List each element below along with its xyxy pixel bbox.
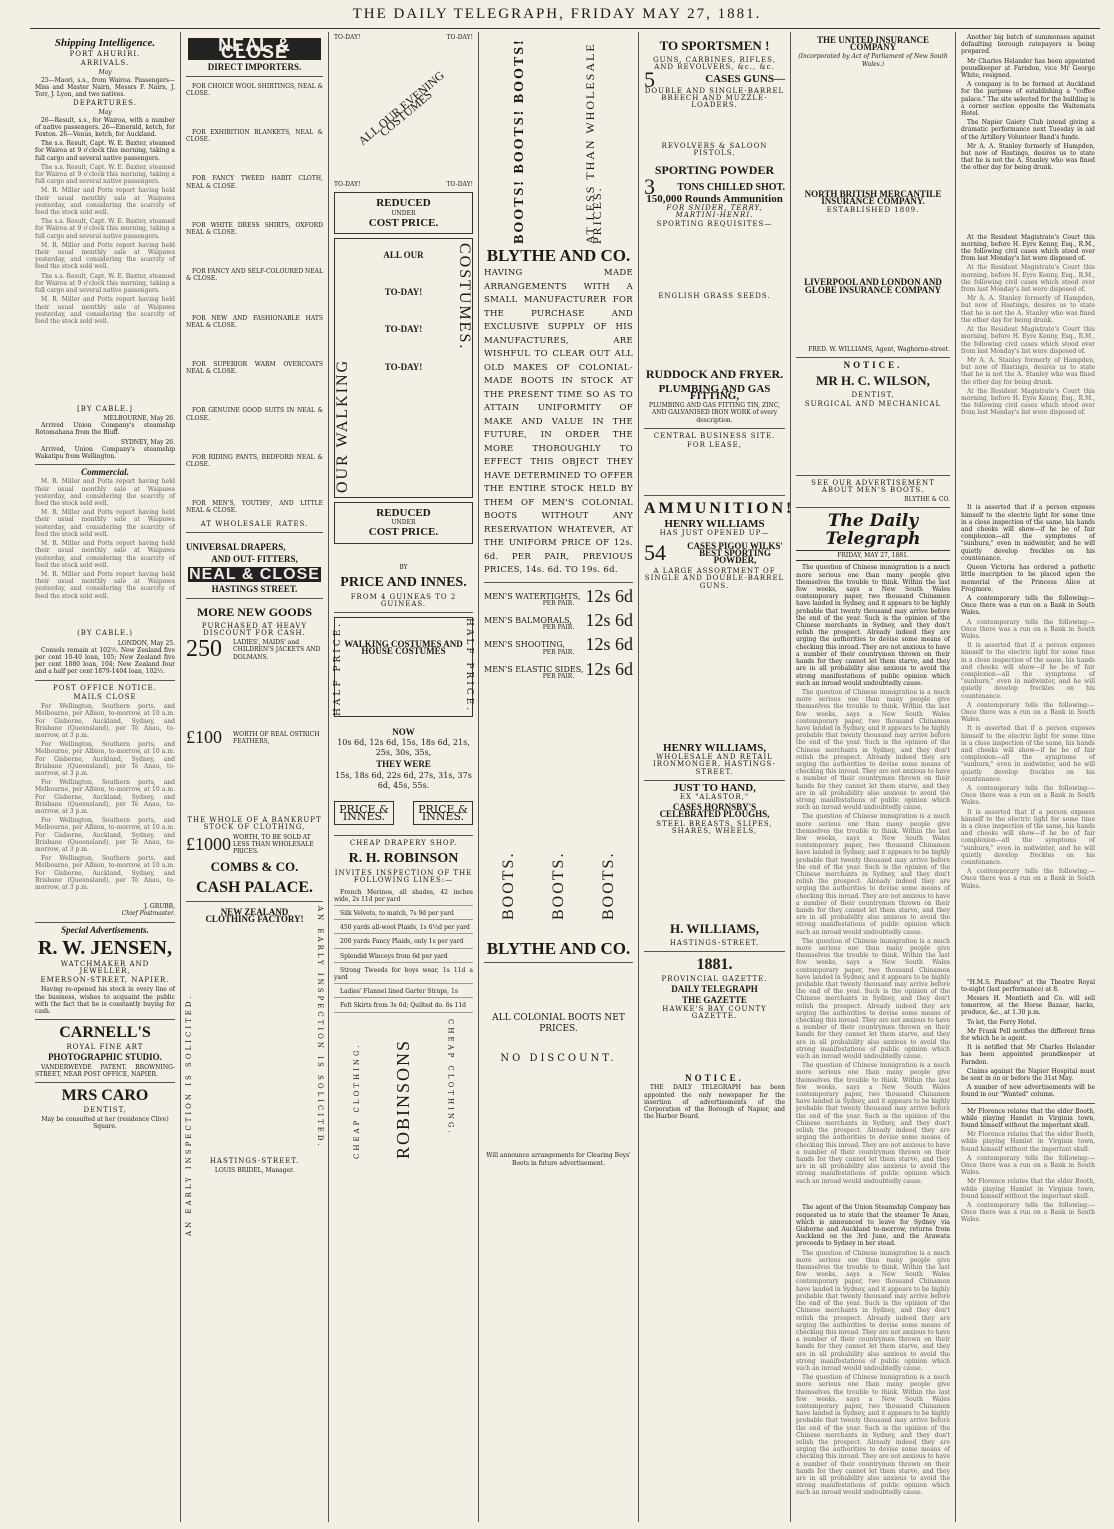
wilson-name: MR H. C. WILSON, <box>816 373 930 389</box>
hw-street: HASTINGS-STREET. <box>669 938 760 947</box>
steel-breasts: STEEL BREASTS, SLIPES, SHARES, WHEELS, <box>656 819 773 835</box>
robinson-line: Strong Tweeds for boys wear, 1s 11d a yard <box>334 965 473 984</box>
gun-assortment: A LARGE ASSORTMENT OF SINGLE AND DOUBLE-BARREL GUNS. <box>644 567 785 590</box>
rounds-ammunition: 150,000 Rounds Ammunition <box>646 192 783 205</box>
notice-wilson: NOTICE. <box>843 360 903 371</box>
sporting-powder: SPORTING POWDER <box>654 162 775 177</box>
union-steamship-note: The agent of the Union Steamship Company has requested us to state that the steamer Te Anau, which is announced to leave for Sydney via Gisborne and Auckland to-morrow, returns from Auckland on the 3rd June, and the Arawata proceeds to Sydney in her stead. <box>796 1204 950 1248</box>
caro-text: May be consulted at her (residence Clive) Square. <box>41 1116 169 1131</box>
boots-footer: Will announce arrangements for Clearing Boys' Boots in future advertisement. <box>486 1152 631 1167</box>
feathers-price: £100 <box>186 727 222 748</box>
london-text: Consols remain at 102½. New Zealand five per cent 10-40 loan, 105; New Zealand five per cent 1880 loan, 104; New Zealand four and a half per cent 1879-1404 loan, 102½. <box>35 646 175 676</box>
now-prices: 10s 6d, 12s 6d, 15s, 18s 6d, 21s, 25s, 30s, 35s, <box>337 738 470 758</box>
carnell-text: VANDERWEYDE PATENT. BROWNING-STREET, NEAR POST OFFICE, NAPIER. <box>35 1063 175 1078</box>
ex-alastor: EX "ALASTOR," <box>679 792 750 801</box>
half-price-left: HALF PRICE. <box>333 621 343 717</box>
post-office-heading: POST OFFICE NOTICE. <box>52 683 158 692</box>
henry-williams: HENRY WILLIAMS <box>664 518 765 531</box>
cable-place: MELBOURNE, May 26. <box>103 415 175 423</box>
to-sportsmen: TO SPORTSMEN ! <box>659 38 770 53</box>
sporting-requisites: SPORTING REQUISITES— <box>656 220 773 229</box>
cable-heading: [BY CABLE.] <box>77 404 133 413</box>
blythe-and-co-2: BLYTHE AND CO. <box>486 939 631 959</box>
feathers-text: WORTH OF REAL OSTRICH FEATHERS, <box>233 730 320 745</box>
clothing-manager: LOUIS BRIDEL, Manager. <box>214 1166 295 1174</box>
port-heading: PORT AHURIRI. <box>69 50 141 58</box>
masthead: THE DAILY TELEGRAPH, FRIDAY MAY 27, 1881. <box>352 6 762 22</box>
neal-item: FOR NEW AND FASHIONABLE HATS NEAL & CLOSE. <box>186 314 323 329</box>
paper-title: The Daily Telegraph <box>825 511 921 550</box>
insurance-sub: (Incorporated by Act of Parliament of New South Wales.) <box>798 53 948 68</box>
notice-text: THE DAILY TELEGRAPH has been appointed the only newspaper for the insertion of advertisements of the Corporation of the Borough of Napier, and the Harbor Board. <box>644 1084 785 1121</box>
postmaster-title: Chief Postmaster. <box>121 910 175 918</box>
reduced-box: REDUCED UNDER COST PRICE. <box>334 192 473 234</box>
news-item: A contemporary tells the following:—Once there was a run on a Bank in South Wales. <box>961 594 1095 617</box>
ruddock-fryer: RUDDOCK AND FRYER. <box>645 366 784 381</box>
cable-place-2: SYDNEY, May 26. <box>120 438 175 446</box>
mails-close: MAILS CLOSE <box>73 692 137 701</box>
plumbing-text: PLUMBING AND GAS FITTING TIN, ZINC, AND GALVANISED IRON WORK of every description. <box>648 402 781 424</box>
jensen-text: Having re-opened his stock in every line of the business, wishes to acquaint the public with the fact that he is constantly buying for cash. <box>35 986 175 1015</box>
walking-house-costumes: WALKING COSTUMES AND HOUSE COSTUMES <box>344 639 463 657</box>
column-local-news: Another big batch of summonses against defaulting borough ratepayers is being prepared. Mr Charles Helander has been appointed poundkeeper at Farndon, vice Mr George White, resigned. A company is to be formed at Auckland for the purpose of establishing a "coffee palace." The site selected for the building is a corner section opposite the Waitemata Hotel. The Napier Gaiety Club intend giving a dramatic performance next Tuesday in aid of the Artillery Volunteer Band's funds. Mr A. A. Stanley formerly of Hampden, but now of Hastings, desires us to state that he is not the A. Stanley who was fined the other day for being drunk. At the Resident Magistrate's Court this morning, before H. Eyre Kenny, Esq., R.M., the following civil cases which stood over from last Monday's list were disposed of. At the Resident Magistrate's Court this morning, before H. Eyre Kenny, Esq., R.M., the following civil cases which stood over from last Monday's list were disposed of. Mr A. A. Stanley formerly of Hampden, but now of Hastings, desires us to state that he is not the A. Stanley who was fined the other day for being drunk. At the Resident Magistrate's Court this morning, before H. Eyre Kenny, Esq., R.M., the following civil cases which stood over from last Monday's list were disposed of. Mr A. A. Stanley formerly of Hampden, but now of Hastings, desires us to state that he is not the A. Stanley who was fined the other day for being drunk. At the Resident Magistrate's Court this morning, before H. Eyre Kenny, Esq., R.M., the following civil cases which stood over from last Monday's list were disposed of. It is asserted that if a person exposes himself to the electric light for some time in a close inspection of the same, his hands and cheeks will show—if he be of fair complexion—all the symptoms of "sunburn," even in midwinter, and he will quietly develop freckles on his countenance. Queen Victoria has ordered a pathetic little inscription to be placed upon the memorial of the Princess Alice at Frogmore. A contemporary tells the following:—Once there was a run on a Bank in South Wales. A contemporary tells the following:—Once there was a run on a Bank in South Wales. It is asserted that if a person exposes himself to the electric light for some time in a close inspection of the same, his hands and cheeks will show—if he be of fair complexion—all the symptoms of "sunburn," even in midwinter, and he will quietly develop freckles on his countenance. A contemporary tells the following:—Once there was a run on a Bank in South Wales. It is asserted that if a person exposes himself to the electric light for some time in a close inspection of the same, his hands and cheeks will show—if he be of fair complexion—all the symptoms of "sunburn," even in midwinter, and he will quietly develop freckles on his countenance. A contemporary tells the following:—Once there was a run on a Bank in South Wales. It is asserted that if a person exposes himself to the electric light for some time in a close inspection of the same, his hands and cheeks will show—if he be of fair complexion—all the symptoms of "sunburn," even in midwinter, and he will quietly develop freckles on his countenance. A contemporary tells the following:—Once there was a run on a Bank in South Wales. "H.M.S. Pinafore" at the Theatre Royal to-night (last performance) at 8. Messrs H. Montieth and Co. will sell tomorrow, at the Horse Bazaar, hacks, produce, &c., at 1.30 p.m. To let, the Ferry Hotel. Mr Frank Pell notifies the different firms for which he is agent. It is notified that Mr Charles Helander has been appointed poundkeeper at Farndon. Claims against the Napier Hospital must be sent in on or before the 31st May. A number of new advertisements will be found in our "Wanted" column. Mr Florence relates that the elder Booth, while playing Hamlet in Virginia town, found himself without the important skull. Mr Florence relates that the elder Booth, while playing Hamlet in Virginia town, found himself without the important skull. A contemporary tells the following:—Once there was a run on a Bank in South Wales. Mr Florence relates that the elder Booth, while playing Hamlet in Virginia town, found himself without the important skull. A contemporary tells the following:—Once there was a run on a Bank in South Wales. <box>955 32 1100 1522</box>
column-neal-close <box>180 32 328 1522</box>
cheap-clothing-left: CHEAP CLOTHING. <box>352 1042 361 1159</box>
news-item: Queen Victoria has ordered a pathetic little inscription to be placed upon the memorial of the Princess Alice at Frogmore. <box>961 564 1095 593</box>
neal-item: FOR GENUINE GOOD SUITS IN NEAL & CLOSE. <box>186 407 323 422</box>
news-item: Mr Charles Helander has been appointed poundkeeper at Farndon, vice Mr George White, resigned. <box>961 57 1095 80</box>
guns-carbines: GUNS, CARBINES, RIFLES, AND REVOLVERS, &c., &c. <box>653 56 776 72</box>
chilled-shot: TONS CHILLED SHOT. <box>677 181 785 193</box>
clothing-street: HASTINGS-STREET. <box>209 1156 300 1165</box>
boots-vertical-3: BOOTS. <box>599 851 617 921</box>
just-to-hand: JUST TO HAND, <box>673 781 756 794</box>
paper-dateline: FRIDAY, MAY 27, 1881. <box>796 550 950 561</box>
rounds-for: FOR SNIDER, TERRY, MARTINI-HENRI. <box>666 204 763 220</box>
henry-williams-2: HENRY WILLIAMS, <box>663 741 766 754</box>
jensen-trade: WATCHMAKER AND JEWELLER, <box>60 959 150 975</box>
news-item: Mr Florence relates that the elder Booth, while playing Hamlet in Virginia town, found himself without the important skull. <box>961 1107 1095 1129</box>
column-price-innes: TO-DAY! TO-DAY! ALL OUR EVENING COSTUMES TO-DAY! TO-DAY! REDUCED UNDER COST PRICE. OUR WALKING ALL OUR TO-DAY! TO-DAY! TO-DAY! COSTUMES. REDUCED UNDER COST PRICE. BY PRICE AND INNES. FROM 4 GUINEAS TO 2 GUINEAS. HALF PRICE. WALKING COSTUMES AND HOUSE COSTUMES HALF PRICE. NOW 10s 6d, 12s 6d, 15s, 18s 6d, 21s, 25s, 30s, 35s, THEY WERE 15s, 18s 6d, 22s 6d, 27s, 31s, 37s 6d, 45s, 55s. PRICE & INNES. PRICE & INNES. CHEAP DRAPERY SHOP. R. H. ROBINSON INVITES INSPECTION OF THE FOLLOWING LINES:— French Merinos, all shades, 42 inches wide, 2s 11d per yard Silk Velvets, to match, 7s 9d per yard 450 yards all-wool Plaids, 1s 6½d per yard 200 yards Fancy Plaids, only 1s per yard Splendid Winceys from 6d per yard Strong Tweeds for boys wear, 1s 11d a yard Ladies' Flannel lined Garter Straps, 1s Felt Skirts from 3s 6d; Quilted do. 6s 11d CHEAP CLOTHING. ROBINSONS CHEAP CLOTHING. <box>328 32 478 1522</box>
jensen-name: R. W. JENSEN, <box>38 936 172 959</box>
editorial-body: The question of Chinese immigration is a much more serious one than many people give themselves the trouble to think. Within the last few weeks, says a New South Wales contemporary paper, two thousand Chinamen have landed in Sydney, and it appears to be highly probable that twenty thousand may arrive before the end of the year. Such is the opinion of the Chinese merchants in Sydney, and they don't relish the prospect. Already indeed they are urging the authorities to devise some means of checking this inroad. They are not anxious to have a number of their countrymen thrown on their hands for they cannot let them starve, and they are in all probability also anxious to avoid the strong manifestations of public opinion which such an inroad would undoubtedly cause. The question of Chinese immigration is a much more serious one than many people give themselves the trouble to think. Within the last few weeks, says a New South Wales contemporary paper, two thousand Chinamen have landed in Sydney, and it appears to be highly probable that twenty thousand may arrive before the end of the year. Such is the opinion of the Chinese merchants in Sydney, and they don't relish the prospect. Already indeed they are urging the authorities to devise some means of checking this inroad. They are not anxious to have a number of their countrymen thrown on their hands for they cannot let them starve, and they are in all probability also anxious to avoid the strong manifestations of public opinion which such an inroad would undoubtedly cause. The question of Chinese immigration is a much more serious one than many people give themselves the trouble to think. Within the last few weeks, says a New South Wales contemporary paper, two thousand Chinamen have landed in Sydney, and it appears to be highly probable that twenty thousand may arrive before the end of the year. Such is the opinion of the Chinese merchants in Sydney, and they don't relish the prospect. Already indeed they are urging the authorities to devise some means of checking this inroad. They are not anxious to have a number of their countrymen thrown on their hands for they cannot let them starve, and they are in all probability also anxious to avoid the strong manifestations of public opinion which such an inroad would undoubtedly cause. The question of Chinese immigration is a much more serious one than many people give themselves the trouble to think. Within the last few weeks, says a New South Wales contemporary paper, two thousand Chinamen have landed in Sydney, and it appears to be highly probable that twenty thousand may arrive before the end of the year. Such is the opinion of the Chinese merchants in Sydney, and they don't relish the prospect. Already indeed they are urging the authorities to devise some means of checking this inroad. They are not anxious to have a number of their countrymen thrown on their hands for they cannot let them starve, and they are in all probability also anxious to avoid the strong manifestations of public opinion which such an inroad would undoubtedly cause. The question of Chinese immigration is a much more serious one than many people give themselves the trouble to think. Within the last few weeks, says a New South Wales contemporary paper, two thousand Chinamen have landed in Sydney, and it appears to be highly probable that twenty thousand may arrive before the end of the year. Such is the opinion of the Chinese merchants in Sydney, and they don't relish the prospect. Already indeed they are urging the authorities to devise some means of checking this inroad. They are not anxious to have a number of their countrymen thrown on their hands for they cannot let them starve, and they are in all probability also anxious to avoid the strong manifestations of public opinion which such an inroad would undoubtedly cause. <box>796 564 950 1185</box>
news-item: "H.M.S. Pinafore" at the Theatre Royal to-night (last performance) at 8. <box>961 978 1095 993</box>
news-item: Another big batch of summonses against defaulting borough ratepayers is being prepared. <box>961 34 1095 56</box>
caro-name: MRS CARO <box>61 1086 149 1104</box>
neal-item: FOR CHOICE WOOL SHIRTINGS, NEAL & CLOSE. <box>186 82 323 97</box>
evening-costumes: ALL OUR EVENING COSTUMES <box>355 68 447 148</box>
see-blythe: BLYTHE & CO. <box>904 496 950 504</box>
shipping-heading: Shipping Intelligence. <box>54 37 156 49</box>
double-single: DOUBLE AND SINGLE-BARREL BREECH AND MUZZLE-LOADERS. <box>644 86 785 110</box>
cheap-clothing-right: CHEAP CLOTHING. <box>446 1018 455 1136</box>
masthead-rule <box>30 28 1100 29</box>
notice-heading: NOTICE. <box>685 1073 744 1084</box>
robinson-line: Splendid Winceys from 6d per yard <box>334 951 473 963</box>
mails-text: For Wellington, Southern ports, and Melbourne, per Albion, to-morrow, at 10 a.m. For Gisborne, Auckland, Sydney, and Brisbane (Queensland), per Te Anau, to-morrow, at 3 p.m. For Wellington, Southern ports, and Melbourne, per Albion, to-morrow, at 10 a.m. For Gisborne, Auckland, Sydney, and Brisbane (Queensland), per Te Anau, to-morrow, at 3 p.m. For Wellington, Southern ports, and Melbourne, per Albion, to-morrow, at 10 a.m. For Gisborne, Auckland, Sydney, and Brisbane (Queensland), per Te Anau, to-morrow, at 3 p.m. For Wellington, Southern ports, and Melbourne, per Albion, to-morrow, at 10 a.m. For Gisborne, Auckland, Sydney, and Brisbane (Queensland), per Te Anau, to-morrow, at 3 p.m. For Wellington, Southern ports, and Melbourne, per Albion, to-morrow, at 10 a.m. For Gisborne, Auckland, Sydney, and Brisbane (Queensland), per Te Anau, to-morrow, at 3 p.m. <box>35 703 175 891</box>
boot-line: MEN'S BALMORALS, 12s 6d PER PAIR. <box>484 609 633 632</box>
wilson-dentist: DENTIST, <box>851 391 895 400</box>
departures-month: May <box>98 109 112 117</box>
cable-text-2: Arrived, Union Company's steamship Wakatipu from Wellington. <box>35 445 175 461</box>
carnell-name: CARNELL'S <box>59 1024 151 1042</box>
clothing-factory: NEW ZEALAND CLOTHING FACTORY! <box>205 907 304 925</box>
boot-line: MEN'S WATERTIGHTS, 12s 6d PER PAIR. <box>484 585 633 607</box>
hw-wholesale: WHOLESALE AND RETAIL IRONMONGER, HASTINGS-STREET. <box>653 753 776 776</box>
wholesale-rates: AT WHOLESALE RATES. <box>200 519 309 528</box>
more-new-goods: MORE NEW GOODS <box>196 604 313 619</box>
column-blythe <box>478 32 638 1522</box>
all-boots-net: ALL COLONIAL BOOTS NET PRICES. <box>492 1013 625 1035</box>
now-label: NOW <box>392 727 415 738</box>
bankrupt-price: £1000 <box>186 833 231 854</box>
by-label: BY <box>399 563 408 571</box>
postmaster-name: J. GRUBB, <box>144 903 175 911</box>
less-than-wholesale: AT LESS THAN WHOLESALE PRICES. <box>582 42 604 244</box>
special-ads-heading: Special Advertisements. <box>61 924 149 935</box>
carnell-photo: PHOTOGRAPHIC STUDIO. <box>48 1052 162 1063</box>
departures-heading: DEPARTURES. <box>73 99 137 108</box>
robinson-line: Ladies' Flannel lined Garter Straps, 1s <box>334 986 473 998</box>
price-innes-box-left: PRICE & INNES. <box>334 801 394 825</box>
today-right: TO-DAY! <box>446 34 473 41</box>
robinson-line: Felt Skirts from 3s 6d; Quilted do. 6s 11d <box>334 1000 473 1012</box>
insurance-agent: FRED. W. WILLIAMS, Agent, Waghorne-street. <box>808 345 950 353</box>
neal-close-logo-2: NEAL & CLOSE <box>189 566 320 584</box>
boots-vertical-1: BOOTS. <box>500 851 518 921</box>
carnell-sub: ROYAL FINE ART <box>66 1043 144 1052</box>
robinson-name: R. H. ROBINSON <box>348 851 459 867</box>
neal-close-logo: NEAL & CLOSE <box>188 38 321 60</box>
robinson-line: 200 yards Fancy Plaids, only 1s per yard <box>334 936 473 948</box>
cases-guns: CASES GUNS— <box>705 73 785 86</box>
news-item: The Napier Gaiety Club intend giving a dramatic performance next Tuesday in aid of the Artillery Volunteer Band's funds. <box>961 119 1095 141</box>
commercial-heading: Commercial. <box>81 467 129 478</box>
boot-line: MEN'S ELASTIC SIDES, 12s 6d PER PAIR. <box>484 658 633 680</box>
neal-item: FOR FANCY TWEED HABIT CLOTH, NEAL & CLOSE. <box>186 175 323 190</box>
cash-palace: CASH PALACE. <box>195 879 314 897</box>
caro-sub: DENTIST, <box>83 1105 127 1114</box>
purchased-discount: PURCHASED AT HEAVY DISCOUNT FOR CASH. <box>201 621 308 637</box>
newspaper-columns <box>30 32 1100 1522</box>
column-sportsmen <box>638 32 795 1522</box>
five-cases: 5 <box>644 66 655 92</box>
fifty-four-cases: 54 <box>644 540 666 566</box>
provincial-gazette: PROVINCIAL GAZETTE. <box>661 975 768 984</box>
shipping-body-text: The s.s. Result, Capt. W. E. Baxter, steamed for Wairoa at 9 o'clock this morning, taking a full cargo and several native passengers. M. R. Miller and Potts report having held their usual monthly sale at Waipawa yesterday, and considering the scarcity of feed the stock sold well. The s.s. Result, Capt. W. E. Baxter, steamed for Wairoa at 9 o'clock this morning, taking a full cargo and several native passengers. M. R. Miller and Potts report having held their usual monthly sale at Waipawa yesterday, and considering the scarcity of feed the stock sold well. The s.s. Result, Capt. W. E. Baxter, steamed for Wairoa at 9 o'clock this morning, taking a full cargo and several native passengers. M. R. Miller and Potts report having held their usual monthly sale at Waipawa yesterday, and considering the scarcity of feed the stock sold well. <box>35 163 175 325</box>
robinson-line: Silk Velvets, to match, 7s 9d per yard <box>334 908 473 920</box>
neal-item: FOR WHITE DRESS SHIRTS, OXFORD NEAL & CLOSE. <box>186 221 323 237</box>
neal-item: FOR SUPERIOR WARM OVERCOATS NEAL & CLOSE. <box>186 361 323 376</box>
price-and-innes: PRICE AND INNES. <box>340 574 467 590</box>
robinson-line: 450 yards all-wool Plaids, 1s 6½d per yard <box>334 922 473 934</box>
were-prices: 15s, 18s 6d, 22s 6d, 27s, 31s, 37s 6d, 45s, 55s. <box>335 770 472 790</box>
neal-item: FOR FANCY AND SELF-COLOURED NEAL & CLOSE. <box>186 268 323 283</box>
arrivals-heading: ARRIVALS. <box>80 59 130 68</box>
today-right-2: TO-DAY! <box>446 181 473 189</box>
robinson-lines <box>334 887 473 1013</box>
see-advertisement: SEE OUR ADVERTISEMENT ABOUT MEN'S BOOTS. <box>811 478 935 494</box>
column-editorial: THE UNITED INSURANCE COMPANY (Incorporated by Act of Parliament of New South Wales.) NORTH BRITISH MERCANTILE INSURANCE COMPANY. ESTABLISHED 1809. LIVERPOOL AND LONDON AND GLOBE INSURANCE COMPANY FRED. W. WILLIAMS, Agent, Waghorne-street. NOTICE. MR H. C. WILSON, DENTIST, SURGICAL AND MECHANICAL SEE OUR ADVERTISEMENT ABOUT MEN'S BOOTS. BLYTHE & CO. The Daily Telegraph FRIDAY, MAY 27, 1881. The question of Chinese immigration is a much more serious one than many people give themselves the trouble to think. Within the last few weeks, says a New South Wales contemporary paper, two thousand Chinamen have landed in Sydney, and it appears to be highly probable that twenty thousand may arrive before the end of the year. Such is the opinion of the Chinese merchants in Sydney, and they don't relish the prospect. Already indeed they are urging the authorities to devise some means of checking this inroad. They are not anxious to have a number of their countrymen thrown on their hands for they cannot let them starve, and they are in all probability also anxious to avoid the strong manifestations of public opinion which such an inroad would undoubtedly cause. The question of Chinese immigration is a much more serious one than many people give themselves the trouble to think. Within the last few weeks, says a New South Wales contemporary paper, two thousand Chinamen have landed in Sydney, and it appears to be highly probable that twenty thousand may arrive before the end of the year. Such is the opinion of the Chinese merchants in Sydney, and they don't relish the prospect. Already indeed they are urging the authorities to devise some means of checking this inroad. They are not anxious to have a number of their countrymen thrown on their hands for they cannot let them starve, and they are in all probability also anxious to avoid the strong manifestations of public opinion which such an inroad would undoubtedly cause. The question of Chinese immigration is a much more serious one than many people give themselves the trouble to think. Within the last few weeks, says a New South Wales contemporary paper, two thousand Chinamen have landed in Sydney, and it appears to be highly probable that twenty thousand may arrive before the end of the year. Such is the opinion of the Chinese merchants in Sydney, and they don't relish the prospect. Already indeed they are urging the authorities to devise some means of checking this inroad. They are not anxious to have a number of their countrymen thrown on their hands for they cannot let them starve, and they are in all probability also anxious to avoid the strong manifestations of public opinion which such an inroad would undoubtedly cause. The question of Chinese immigration is a much more serious one than many people give themselves the trouble to think. Within the last few weeks, says a New South Wales contemporary paper, two thousand Chinamen have landed in Sydney, and it appears to be highly probable that twenty thousand may arrive before the end of the year. Such is the opinion of the Chinese merchants in Sydney, and they don't relish the prospect. Already indeed they are urging the authorities to devise some means of checking this inroad. They are not anxious to have a number of their countrymen thrown on their hands for they cannot let them starve, and they are in all probability also anxious to avoid the strong manifestations of public opinion which such an inroad would undoubtedly cause. The question of Chinese immigration is a much more serious one than many people give themselves the trouble to think. Within the last few weeks, says a New South Wales contemporary paper, two thousand Chinamen have landed in Sydney, and it appears to be highly probable that twenty thousand may arrive before the end of the year. Such is the opinion of the Chinese merchants in Sydney, and they don't relish the prospect. Already indeed they are urging the authorities to devise some means of checking this inroad. They are not anxious to have a number of their countrymen thrown on their hands for they cannot let them starve, and they are in all probability also anxious to avoid the strong manifestations of public opinion which such an inroad would undoubtedly cause. The agent of the Union Steamship Company has requested us to state that the steamer Te Anau, which is announced to leave for Sydney via Gisborne and Auckland to-morrow, returns from Auckland on the 3rd June, and the Arawata proceeds to Sydney in her stead. The question of Chinese immigration is a much more serious one than many people give themselves the trouble to think. Within the last few weeks, says a New South Wales contemporary paper, two thousand Chinamen have landed in Sydney, and it appears to be highly probable that twenty thousand may arrive before the end of the year. Such is the opinion of the Chinese merchants in Sydney, and they don't relish the prospect. Already indeed they are urging the authorities to devise some means of checking this inroad. They are not anxious to have a number of their countrymen thrown on their hands for they cannot let them starve, and they are in all probability also anxious to avoid the strong manifestations of public opinion which such an inroad would undoubtedly cause. The question of Chinese immigration is a much more serious one than many people give themselves the trouble to think. Within the last few weeks, says a New South Wales contemporary paper, two thousand Chinamen have landed in Sydney, and it appears to be highly probable that twenty thousand may arrive before the end of the year. Such is the opinion of the Chinese merchants in Sydney, and they don't relish the prospect. Already indeed they are urging the authorities to devise some means of checking this inroad. They are not anxious to have a number of their countrymen thrown on their hands for they cannot let them starve, and they are in all probability also anxious to avoid the strong manifestations of public opinion which such an inroad would undoubtedly cause. <box>790 32 955 1522</box>
and-outfitters: AND OUT- FITTERS, <box>211 554 298 565</box>
news-item: It is notified that Mr Charles Helander has been appointed poundkeeper at Farndon. <box>961 1044 1095 1066</box>
for-lease: FOR LEASE, <box>686 441 743 450</box>
established: ESTABLISHED 1809. <box>826 206 920 215</box>
united-insurance: THE UNITED INSURANCE COMPANY <box>816 35 930 53</box>
news-item: Mr A. A. Stanley formerly of Hampden, but now of Hastings, desires us to state that he is not the A. Stanley who was fined the other day for being drunk. <box>961 142 1095 172</box>
were-label: THEY WERE <box>376 759 431 770</box>
universal-drapers: UNIVERSAL DRAPERS, <box>186 541 286 552</box>
boots-vertical-2: BOOTS. <box>549 851 567 921</box>
hastings-street: HASTINGS STREET. <box>211 584 298 595</box>
today-left: TO-DAY! <box>334 34 361 41</box>
ladies-quantity: 250 <box>186 636 222 663</box>
ladies-jackets: LADIES', MAIDS' and CHILDREN'S JACKETS AND DOLMANS. <box>233 639 321 661</box>
costumes-vertical: COSTUMES. <box>456 243 473 351</box>
news-item: To let, the Ferry Hotel. <box>967 1018 1037 1026</box>
news-item: It is asserted that if a person exposes himself to the electric light for some time in a close inspection of the same, his hands and cheeks will show—if he be of fair complexion—all the symptoms of "sunburn," even in midwinter, and he will quietly develop freckles on his countenance. <box>961 504 1095 562</box>
just-opened: HAS JUST OPENED UP— <box>659 529 770 538</box>
three-tons: 3 <box>644 174 655 200</box>
price-innes-box-right: PRICE & INNES. <box>413 801 473 825</box>
news-item: Messrs H. Montieth and Co. will sell tomorrow, at the Horse Bazaar, hacks, produce, &c., at 1.30 p.m. <box>961 994 1095 1017</box>
blythe-text: HAVING MADE ARRANGEMENTS WITH A SMALL MANUFACTURER FOR THE PURCHASE AND EXCLUSIVE SUPPLY OF HIS MANUFACTURES, ARE WISHFUL TO CLEAR OUT ALL OLD MAKES OF COLONIAL-MADE BOOTS IN STOCK AT THE PRESENT TIME SO AS TO ATTAIN UNIFORMITY OF MAKE AND VALUE IN THE FUTURE, IN ORDER THE MORE THOROUGHLY TO EFFECT THIS OBJECT THEY HAVE DETERMINED TO OFFER THE ENTIRE STOCK HELD BY THEM OF MEN'S COLONIAL BOOTS WITHOUT ANY RESERVATION WHATEVER, AT THE UNIFORM PRICE OF 12s. 6d. PER PAIR, PREVIOUS PRICES, 14s. 6d. TO 19s. 6d. <box>484 268 633 575</box>
column-shipping <box>30 32 180 1522</box>
grass-seeds: ENGLISH GRASS SEEDS. <box>658 291 771 300</box>
early-inspection-left: AN EARLY INSPECTION IS SOLICITED. <box>185 993 193 1237</box>
boot-line: MEN'S SHOOTING, 12s 6d PER PAIR. <box>484 634 633 656</box>
all-our: ALL OUR <box>383 250 424 261</box>
news-item: A company is to be formed at Auckland for the purpose of establishing a "coffee palace." The site selected for the building is a corner section opposite the Waitemata Hotel. <box>961 81 1096 118</box>
plumbing-heading: PLUMBING AND GAS FITTING, <box>658 382 771 403</box>
cable-text: Arrived Union Company's steamship Rotomahana from the Bluff. <box>35 422 175 437</box>
bankrupt-stock: THE WHOLE OF A BANKRUPT STOCK OF CLOTHING, <box>187 816 322 832</box>
boot-lines <box>484 585 633 681</box>
direct-importers: DIRECT IMPORTERS. <box>207 62 302 73</box>
news-item: At the Resident Magistrate's Court this morning, before H. Eyre Kenny, Esq., R.M., the following civil cases which stood over from last Monday's list were disposed of. <box>961 233 1095 263</box>
neal-item: FOR RIDING PANTS, BEDFORD NEAL & CLOSE. <box>186 453 323 469</box>
hawkes-bay-gazette: HAWKE'S BAY COUNTY GAZETTE. <box>662 1004 767 1020</box>
london-dateline: LONDON, May 25. <box>117 639 175 647</box>
wilson-surgical: SURGICAL AND MECHANICAL <box>804 400 942 409</box>
neal-item: FOR MEN'S, YOUTHS', AND LITTLE NEAL & CLOSE. <box>186 500 323 515</box>
no-discount: NO DISCOUNT. <box>500 1053 617 1065</box>
year-1881: 1881. <box>696 956 733 974</box>
arrivals-text: 25—Maori, s.s., from Wairoa. Passengers—Miss and Master Nairn, Messrs F. Nairn, J. Torr, J. Lyon, and two natives. <box>35 76 175 99</box>
blythe-and-co: BLYTHE AND CO. <box>486 246 631 265</box>
cheap-drapery: CHEAP DRAPERY SHOP. <box>349 839 458 848</box>
neal-close-items <box>186 83 323 515</box>
today-left-2: TO-DAY! <box>334 181 361 189</box>
commercial-text: M. R. Miller and Potts report having held their usual monthly sale at Waipawa yesterday, and considering the scarcity of feed the stock sold well. M. R. Miller and Potts report having held their usual monthly sale at Waipawa yesterday, and considering the scarcity of feed the stock sold well. M. R. Miller and Potts report having held their usual monthly sale at Waipawa yesterday, and considering the scarcity of feed the stock sold well. M. R. Miller and Potts report having held their usual monthly sale at Waipawa yesterday, and considering the scarcity of feed the stock sold well. <box>35 478 175 600</box>
reduced-box-2: REDUCED UNDER COST PRICE. <box>334 502 473 544</box>
robinson-line: French Merinos, all shades, 42 inches wide, 2s 11d per yard <box>334 887 473 906</box>
liverpool-london: LIVERPOOL AND LONDON AND GLOBE INSURANCE COMPANY <box>804 277 942 295</box>
jensen-address: EMERSON-STREET, NAPIER. <box>40 976 170 985</box>
arrivals-month: May <box>98 69 112 77</box>
half-price-right: HALF PRICE. <box>464 618 474 714</box>
our-walking: OUR WALKING <box>334 358 351 494</box>
robinsons-vertical: ROBINSONS <box>392 1038 413 1159</box>
guineas: FROM 4 GUINEAS TO 2 GUINEAS. <box>350 592 457 609</box>
hornsby-ploughs: CASES HORNSBY'S CELEBRATED PLOUGHS, <box>659 802 770 820</box>
north-british: NORTH BRITISH MERCANTILE INSURANCE COMPANY. <box>804 188 942 207</box>
central-site: CENTRAL BUSINESS SITE. <box>653 431 776 440</box>
bankrupt-text: WORTH, TO BE SOLD AT LESS THAN WHOLESALE PRICES. <box>233 833 314 855</box>
shipping-news: The s.s. Result, Capt. W. E. Baxter, steamed for Wairoa at 9 o'clock this morning, taking a full cargo and several native passengers. <box>35 140 175 162</box>
departures-text: 26—Result, s.s., for Wairoa, with a number of native passengers. 26—Emerald, ketch, for Foxton. 26—Venus, ketch, for Auckland. <box>35 116 175 139</box>
news-item: Mr Frank Pell notifies the different firms for which he is agent. <box>961 1027 1095 1042</box>
robinson-invites: INVITES INSPECTION OF THE FOLLOWING LINES:— <box>334 869 473 885</box>
h-williams: H. WILLIAMS, <box>670 920 759 936</box>
ammunition-heading: AMMUNITION! <box>644 500 795 518</box>
revolvers: REVOLVERS & SALOON PISTOLS, <box>661 142 768 158</box>
combs-co: COMBS & CO. <box>210 859 299 875</box>
news-item: A number of new advertisements will be found in our "Wanted" column. <box>961 1084 1095 1099</box>
neal-item: FOR EXHIBITION BLANKETS, NEAL & CLOSE. <box>186 129 323 144</box>
early-inspection-right: AN EARLY INSPECTION IS SOLICITED. <box>316 906 324 1149</box>
news-item: Claims against the Napier Hospital must be sent in on or before the 31st May. <box>961 1067 1095 1082</box>
cable-heading-2: (BY CABLE.) <box>77 629 133 638</box>
daily-telegraph-label: DAILY TELEGRAPH <box>671 984 758 995</box>
boots-vertical: BOOTS! BOOTS! BOOTS! <box>511 38 527 244</box>
the-gazette: THE GAZETTE <box>682 994 747 1005</box>
pigou-powder: CASES PIGOU WILKS' BEST SPORTING POWDER, <box>687 540 783 566</box>
